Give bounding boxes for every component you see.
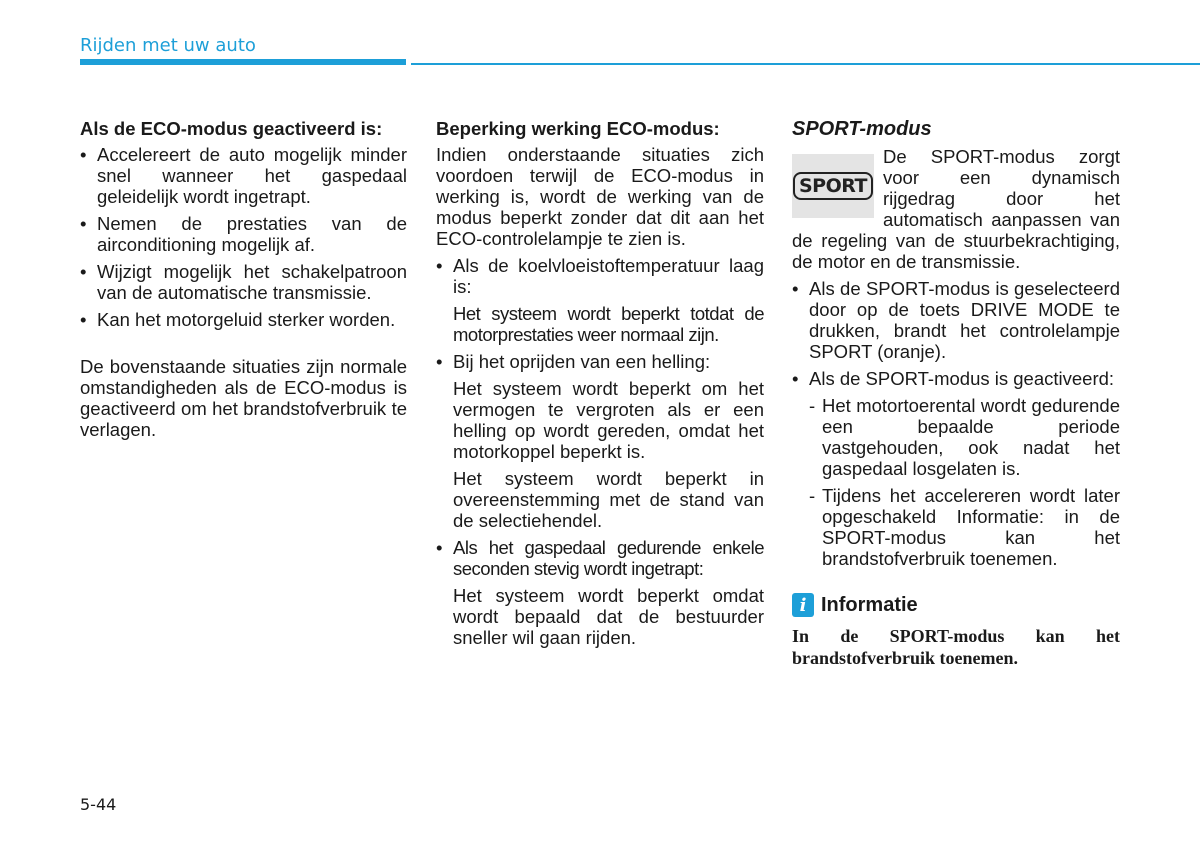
eco-limits-list <box>436 255 764 297</box>
column-sport-mode <box>792 118 1120 669</box>
column-eco-limits <box>436 118 764 654</box>
eco-limits-list <box>436 351 764 372</box>
list-item-label: Als de koelvloeistoftemperatuur laag is: <box>453 255 764 297</box>
list-item: • Nemen de prestaties van de airconditioning mogelijk af. <box>80 213 407 255</box>
list-item: - Tijdens het accelereren wordt later opgeschakeld Informatie: in de SPORT-modus kan het brandstofverbruik toenemen. <box>792 485 1120 569</box>
info-icon: i <box>792 593 814 617</box>
list-item <box>436 255 764 297</box>
list-item <box>436 351 764 372</box>
list-item: • Accelereert de auto mogelijk minder snel wanneer het gaspedaal geleidelijk wordt ingetrapt. <box>80 144 407 207</box>
info-text: In de SPORT-modus kan het brandstofverbruik toenemen. <box>792 626 1120 668</box>
section-title: Rijden met uw auto <box>80 35 256 56</box>
list-item: • Als de SPORT-modus is geselecteerd door op de toets DRIVE MODE te drukken, brandt het controlelampje SPORT (oranje). <box>792 278 1120 362</box>
sport-mode-sublist <box>792 395 1120 569</box>
sport-mode-list <box>792 278 1120 389</box>
sport-badge-label: SPORT <box>793 172 873 200</box>
list-item-detail: Het systeem wordt beperkt in overeenstemming met de stand van de selectiehendel. <box>453 468 764 531</box>
list-item <box>436 537 764 579</box>
column-eco-active <box>80 118 407 440</box>
list-item: • Als de SPORT-modus is geactiveerd: <box>792 368 1120 389</box>
list-item-detail: Het systeem wordt beperkt omdat wordt bepaald dat de bestuurder sneller wil gaan rijden. <box>453 585 764 648</box>
info-header <box>792 593 1120 617</box>
list-item-label: Als het gaspedaal gedurende enkele seconden stevig wordt ingetrapt: <box>453 537 764 579</box>
header-rule-thin <box>411 63 1200 65</box>
list-item: • Wijzigt mogelijk het schakelpatroon van de automatische transmissie. <box>80 261 407 303</box>
sport-mode-heading: SPORT-modus <box>792 118 932 140</box>
sport-mode-indicator-icon <box>792 154 874 218</box>
sport-intro-text: De SPORT-modus zorgt voor een dynamisch rijgedrag door het automatisch aanpassen van de regeling van de stuurbekrachtiging, de motor en de transmissie. <box>792 146 1120 272</box>
eco-limits-heading: Beperking werking ECO-modus: <box>436 118 720 139</box>
eco-limits-intro: Indien onderstaande situaties zich voordoen terwijl de ECO-modus in werking is, wordt de werking van de modus beperkt zonder dat dit aan het ECO-controlelampje te zien is. <box>436 144 764 249</box>
list-item-detail: Het systeem wordt beperkt totdat de motorprestaties weer normaal zijn. <box>453 303 764 345</box>
info-title: Informatie <box>821 593 918 616</box>
eco-summary-paragraph: De bovenstaande situaties zijn normale omstandigheden als de ECO-modus is geactiveerd om het brandstofverbruik te verlagen. <box>80 356 407 440</box>
page-number: 5-44 <box>80 795 117 814</box>
list-item: - Het motortoerental wordt gedurende een bepaalde periode vastgehouden, ook nadat het gaspedaal losgelaten is. <box>792 395 1120 479</box>
list-item: • Kan het motorgeluid sterker worden. <box>80 309 407 330</box>
eco-limits-list <box>436 537 764 579</box>
sport-intro-block <box>792 146 1120 272</box>
eco-active-list <box>80 144 407 330</box>
list-item-label: Bij het oprijden van een helling: <box>453 351 711 372</box>
list-item-detail: Het systeem wordt beperkt om het vermogen te vergroten als er een helling op wordt gereden, omdat het motorkoppel beperkt is. <box>453 378 764 462</box>
eco-active-heading: Als de ECO-modus geactiveerd is: <box>80 118 383 139</box>
header-rule-thick <box>80 59 406 65</box>
